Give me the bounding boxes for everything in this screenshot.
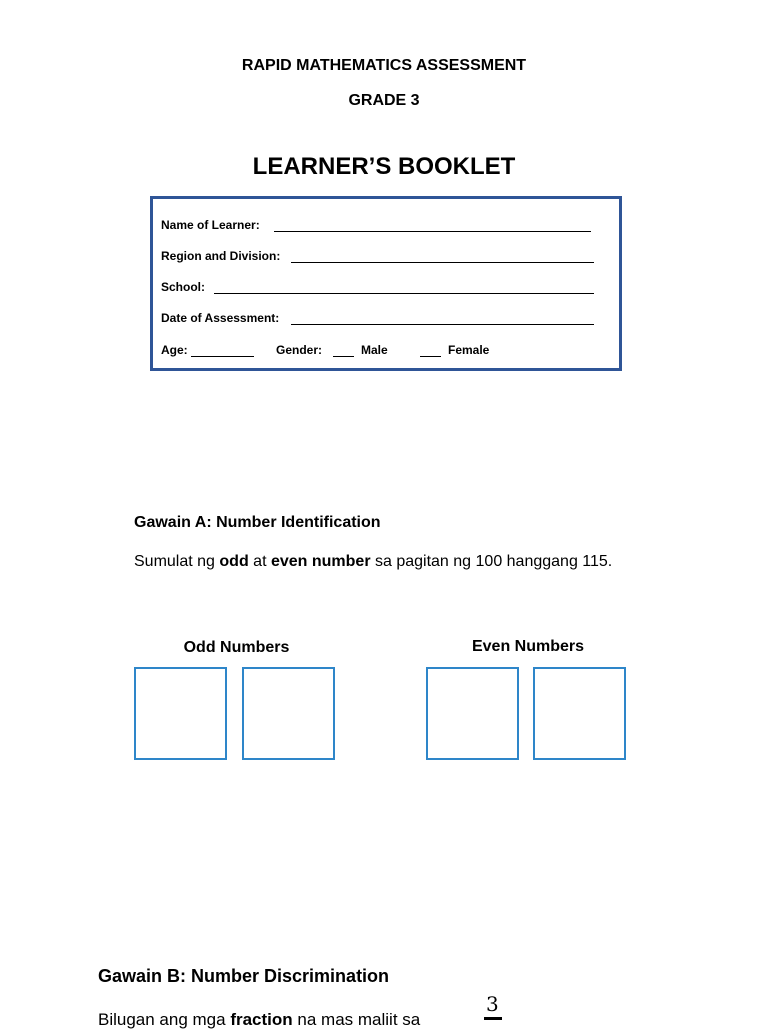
- age-field[interactable]: [191, 356, 254, 357]
- even-answer-box-2[interactable]: [533, 667, 626, 760]
- name-label: Name of Learner:: [161, 218, 260, 232]
- gender-label: Gender:: [276, 343, 323, 357]
- odd-numbers-label: Odd Numbers: [183, 639, 290, 656]
- gawain-b-title: Gawain B: Number Discrimination: [98, 966, 390, 986]
- grade-label: GRADE 3: [348, 92, 420, 109]
- female-blank[interactable]: [420, 356, 441, 357]
- date-label: Date of Assessment:: [161, 311, 280, 325]
- learner-info-box: [150, 196, 622, 371]
- gawain-a-title: Gawain A: Number Identification: [134, 514, 381, 531]
- male-label: Male: [361, 343, 388, 357]
- region-label: Region and Division:: [161, 249, 281, 263]
- name-field[interactable]: [274, 231, 591, 232]
- odd-answer-box-1[interactable]: [134, 667, 227, 760]
- odd-answer-box-2[interactable]: [242, 667, 335, 760]
- gawain-a-instruction: Sumulat ng odd at even number sa pagitan ng 100 hanggang 115.: [134, 553, 613, 570]
- male-blank[interactable]: [333, 356, 354, 357]
- gawain-b-instruction: Bilugan ang mga fraction na mas maliit sa: [98, 1010, 421, 1029]
- assessment-title: RAPID MATHEMATICS ASSESSMENT: [241, 57, 527, 74]
- booklet-title: LEARNER’S BOOKLET: [252, 153, 516, 180]
- female-label: Female: [448, 343, 490, 357]
- date-field[interactable]: [291, 324, 594, 325]
- even-numbers-label: Even Numbers: [471, 638, 585, 655]
- even-answer-box-1[interactable]: [426, 667, 519, 760]
- school-field[interactable]: [214, 293, 594, 294]
- school-label: School:: [161, 280, 205, 294]
- fraction-bar: [484, 1017, 502, 1020]
- age-label: Age:: [161, 343, 188, 357]
- fraction-numerator: 3: [486, 992, 499, 1016]
- region-field[interactable]: [291, 262, 594, 263]
